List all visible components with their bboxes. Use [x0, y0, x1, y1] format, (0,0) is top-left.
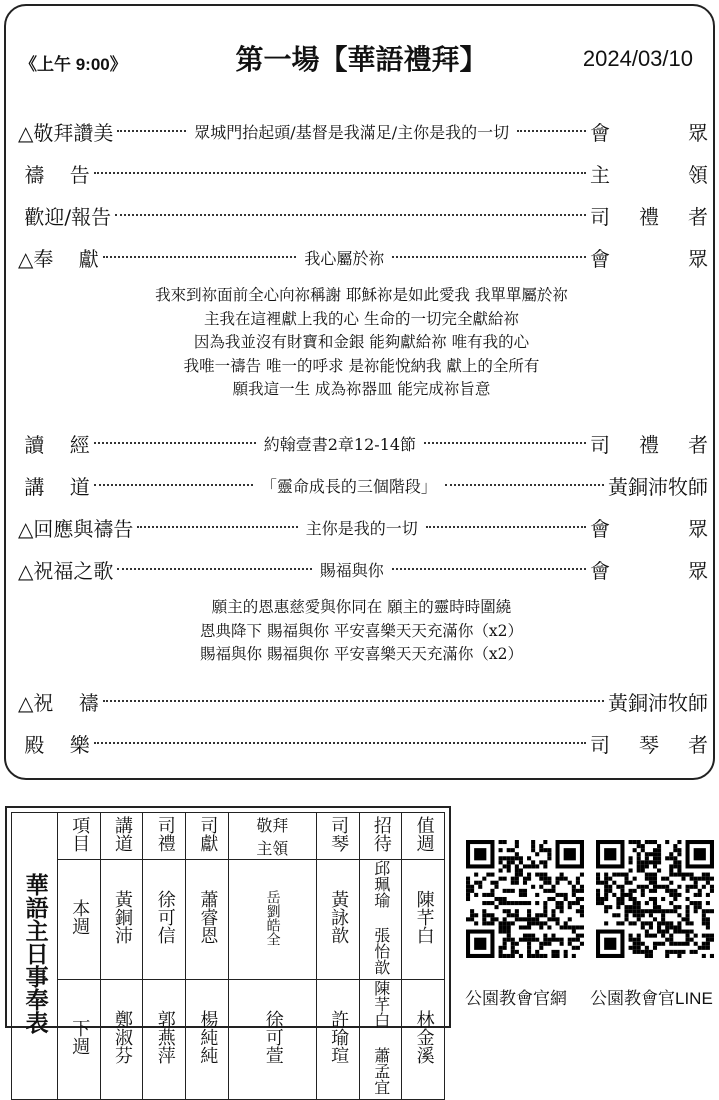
service-title: 第一場【華語禮拜】: [235, 43, 488, 76]
roster-cell: 邱珮瑜 張怡歆: [359, 860, 402, 980]
roster-header-cell: 司禮: [143, 813, 186, 860]
leader-char: 眾: [688, 120, 708, 145]
service-time: 《上午 9:00》: [20, 55, 127, 74]
dotted-leader: [103, 256, 297, 258]
order-item-label: △回應與禱告: [18, 516, 134, 541]
order-item-detail: 主你是我的一切: [305, 518, 418, 538]
roster-title: 華語主日事奉表: [12, 813, 58, 1100]
leader-char: 會: [590, 558, 610, 583]
order-item-label: 殿 樂: [18, 732, 90, 757]
roster-cell: 許瑜瑄: [316, 980, 359, 1100]
order-item-detail: 眾城門抬起頭/基督是我滿足/主你是我的一切: [194, 122, 510, 142]
leader-char: 琴: [639, 732, 659, 757]
order-row: [18, 242, 708, 272]
order-item-label: 禱 告: [18, 162, 90, 187]
lyric-line: 願我這一生 成為祢器皿 能完成祢旨意: [232, 380, 491, 398]
order-row: [18, 554, 708, 584]
leader-char: 者: [688, 432, 709, 457]
order-item-leader: [590, 555, 708, 584]
lyric-line: 主我在這裡獻上我的心 生命的一切完全獻給祢: [204, 309, 519, 328]
order-row: [18, 686, 708, 716]
leader-char: 司: [590, 204, 610, 229]
dotted-leader: [517, 130, 586, 132]
order-row: [18, 512, 708, 542]
roster-header-cell: 招待: [359, 813, 402, 860]
roster-cell: 楊純純: [186, 980, 229, 1100]
blessing-lyrics: [6, 596, 717, 667]
order-row: [18, 158, 708, 188]
leader-char: 領: [688, 162, 708, 187]
lyric-line: 我來到祢面前全心向祢稱謝 耶穌祢是如此愛我 我單單屬於祢: [155, 286, 568, 304]
order-item-leader: [590, 513, 708, 542]
roster-cell: 鄭淑芬: [100, 980, 143, 1100]
leader-char: 司: [590, 732, 610, 757]
roster-header-cell: 司琴: [316, 813, 359, 860]
roster-this-week-row: [12, 860, 445, 980]
leader-char: 主: [590, 162, 610, 187]
dotted-leader: [94, 172, 586, 174]
order-item-leader: [590, 243, 708, 272]
lyric-line: 我唯一禱告 唯一的呼求 是祢能悅納我 獻上的全所有: [183, 356, 540, 375]
dotted-leader: [392, 568, 586, 570]
order-item-detail: 賜福與你: [319, 560, 384, 580]
order-item-detail: 約翰壹書2章12-14節: [263, 434, 417, 454]
order-item-leader: [590, 429, 708, 458]
lyric-line: 願主的恩惠慈愛與你同在 願主的靈時時圍繞: [211, 598, 512, 616]
order-row: [18, 470, 708, 500]
roster-next-week-row: [12, 980, 445, 1100]
roster-cell: 蕭睿恩: [186, 860, 229, 980]
dotted-leader: [424, 442, 586, 444]
dotted-leader: [445, 484, 604, 486]
dotted-leader: [426, 526, 586, 528]
leader-char: 會: [590, 120, 610, 145]
dotted-leader: [115, 214, 586, 216]
leader-char: 會: [590, 246, 611, 271]
qr-code-icon[interactable]: [596, 840, 714, 958]
dotted-leader: [392, 256, 586, 258]
roster-row-label: 下週: [58, 980, 101, 1100]
roster-table: [11, 812, 445, 1100]
order-item-label: 講 道: [18, 474, 90, 499]
order-item-label: 讀 經: [18, 432, 90, 457]
lyric-line: 因為我並沒有財寶和金銀 能夠獻給祢 唯有我的心: [193, 333, 530, 351]
dotted-leader: [117, 130, 186, 132]
order-item-label: △奉 獻: [18, 246, 99, 271]
order-item-detail: 我心屬於祢: [304, 248, 385, 268]
order-item-detail: 「靈命成長的三個階段」: [260, 476, 437, 496]
leader-char: 黃銅沛牧師: [608, 474, 708, 499]
order-item-leader: [608, 471, 708, 500]
qr-caption-line: 公園教會官LINE: [590, 989, 713, 1008]
dotted-leader: [117, 568, 311, 570]
roster-cell: 陳芊白: [402, 860, 445, 980]
roster-cell: 黃銅沛: [100, 860, 143, 980]
qr-caption-website: 公園教會官網: [465, 989, 567, 1008]
order-item-label: △敬拜讚美: [18, 120, 114, 145]
order-row: [18, 428, 708, 458]
leader-char: 司: [590, 432, 611, 457]
roster-row-label: 本週: [58, 860, 101, 980]
order-item-label: 歡迎/報告: [18, 204, 112, 229]
dotted-leader: [94, 442, 256, 444]
leader-char: 禮: [639, 204, 659, 229]
order-item-leader: [590, 729, 708, 758]
roster-cell: 黃詠歆: [316, 860, 359, 980]
order-item-leader: [590, 117, 708, 146]
lyric-line: 恩典降下 賜福與你 平安喜樂天天充滿你（x2）: [200, 621, 523, 640]
order-item-label: △祝福之歌: [18, 558, 114, 583]
roster-cell: 徐可萱: [228, 980, 316, 1100]
leader-char: 眾: [688, 516, 708, 541]
leader-char: 會: [590, 516, 610, 541]
roster-cell: 郭燕萍: [143, 980, 186, 1100]
roster-header-cell: 敬拜主領: [228, 813, 316, 860]
leader-char: 眾: [688, 246, 709, 271]
leader-char: 黃銅沛牧師: [608, 690, 708, 715]
dotted-leader: [94, 742, 586, 744]
roster-cell: 徐可信: [143, 860, 186, 980]
leader-char: 禮: [639, 432, 660, 457]
roster-cell: 林金溪: [402, 980, 445, 1100]
qr-code-icon[interactable]: [466, 840, 584, 958]
leader-char: 者: [688, 732, 708, 757]
roster-header-row: [12, 813, 445, 860]
roster-header-cell: 項目: [58, 813, 101, 860]
order-row: [18, 728, 708, 758]
dotted-leader: [94, 484, 253, 486]
leader-char: 眾: [688, 558, 708, 583]
dotted-leader: [103, 700, 604, 702]
roster-cell: 陳芊白 蕭孟宜: [359, 980, 402, 1100]
dotted-leader: [137, 526, 297, 528]
order-item-leader: [590, 201, 708, 230]
roster-header-cell: 司獻: [186, 813, 229, 860]
offering-lyrics: [6, 284, 717, 402]
roster-table-frame: [5, 806, 451, 1095]
leader-char: 者: [688, 204, 708, 229]
service-program: [4, 4, 715, 780]
roster-header-cell: 值週: [402, 813, 445, 860]
order-row: [18, 116, 708, 146]
order-row: [18, 200, 708, 230]
lyric-line: 賜福與你 賜福與你 平安喜樂天天充滿你（x2）: [200, 645, 523, 663]
order-item-leader: [608, 687, 708, 716]
order-item-label: △祝 禱: [18, 690, 99, 715]
service-date: 2024/03/10: [582, 46, 693, 71]
roster-cell: 岳劉皓全: [228, 860, 316, 980]
roster-header-cell: 講道: [100, 813, 143, 860]
order-item-leader: [590, 159, 708, 188]
